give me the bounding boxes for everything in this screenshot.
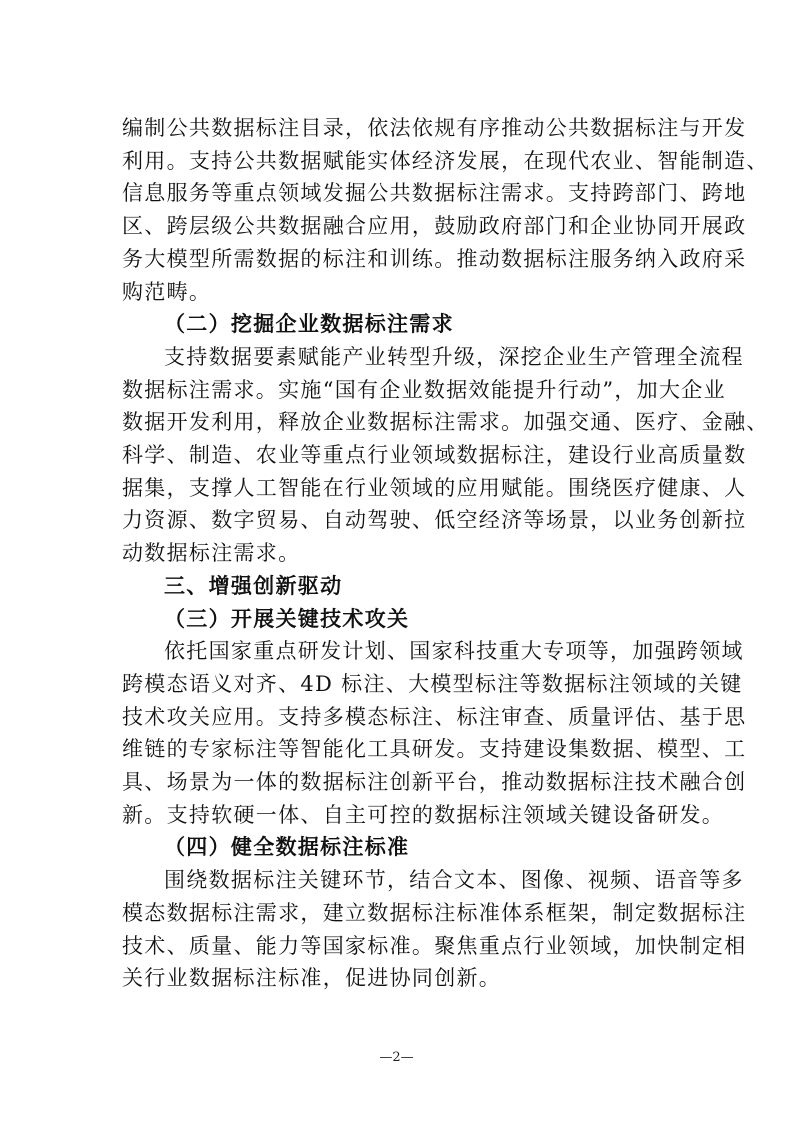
text-line: 具、场景为一体的数据标注创新平台，推动数据标注技术融合创 xyxy=(122,770,747,795)
text-line: 力资源、数字贸易、自动驾驶、低空经济等场景，以业务创新拉 xyxy=(122,508,747,533)
text-line: 技术攻关应用。支持多模态标注、标注审查、质量评估、基于思 xyxy=(122,704,747,729)
text-line: 依托国家重点研发计划、国家科技重大专项等，加强跨领域 xyxy=(164,639,744,664)
text-line: 信息服务等重点领域发掘公共数据标注需求。支持跨部门、跨地 xyxy=(122,181,747,206)
text-line: 数据标注需求。实施“国有企业数据效能提升行动”，加大企业 xyxy=(122,377,726,402)
text-line: 科学、制造、农业等重点行业领域数据标注，建设行业高质量数 xyxy=(122,443,747,468)
text-line: 动数据标注需求。 xyxy=(122,541,301,566)
text-line: 务大模型所需数据的标注和训练。推动数据标注服务纳入政府采 xyxy=(122,246,747,271)
section-heading: （二）挖掘企业数据标注需求 xyxy=(164,311,454,337)
text-line: 区、跨层级公共数据融合应用，鼓励政府部门和企业协同开展政 xyxy=(122,214,747,239)
text-line: 支持数据要素赋能产业转型升级，深挖企业生产管理全流程 xyxy=(164,344,744,369)
text-line: 数据开发利用，释放企业数据标注需求。加强交通、医疗、金融、 xyxy=(122,410,769,435)
document-page xyxy=(122,112,769,995)
text-line: 据集，支撑人工智能在行业领域的应用赋能。围绕医疗健康、人 xyxy=(122,475,747,500)
text-line: 新。支持软硬一体、自主可控的数据标注领域关键设备研发。 xyxy=(122,802,725,827)
chapter-heading: 三、增强创新驱动 xyxy=(164,572,343,598)
text-line: 跨模态语义对齐、4D 标注、大模型标注等数据标注领域的关键 xyxy=(122,671,743,696)
text-line: 编制公共数据标注目录，依法依规有序推动公共数据标注与开发 xyxy=(122,116,747,140)
text-line: 技术、质量、能力等国家标准。聚焦重点行业领域，加快制定相 xyxy=(122,933,747,958)
text-line: 购范畴。 xyxy=(122,279,212,304)
text-line: 利用。支持公共数据赋能实体经济发展，在现代农业、智能制造、 xyxy=(122,148,769,173)
section-heading: （四）健全数据标注标准 xyxy=(164,834,410,860)
text-line: 模态数据标注需求，建立数据标注标准体系框架，制定数据标注 xyxy=(122,900,747,925)
text-line: 围绕数据标注关键环节，结合文本、图像、视频、语音等多 xyxy=(164,868,744,893)
body-text xyxy=(122,112,769,995)
text-line: 关行业数据标注标准，促进协同创新。 xyxy=(122,966,502,991)
section-heading: （三）开展关键技术攻关 xyxy=(164,605,410,631)
text-line: 维链的专家标注等智能化工具研发。支持建设集数据、模型、工 xyxy=(122,737,747,762)
page-number: —2— xyxy=(379,1050,414,1065)
